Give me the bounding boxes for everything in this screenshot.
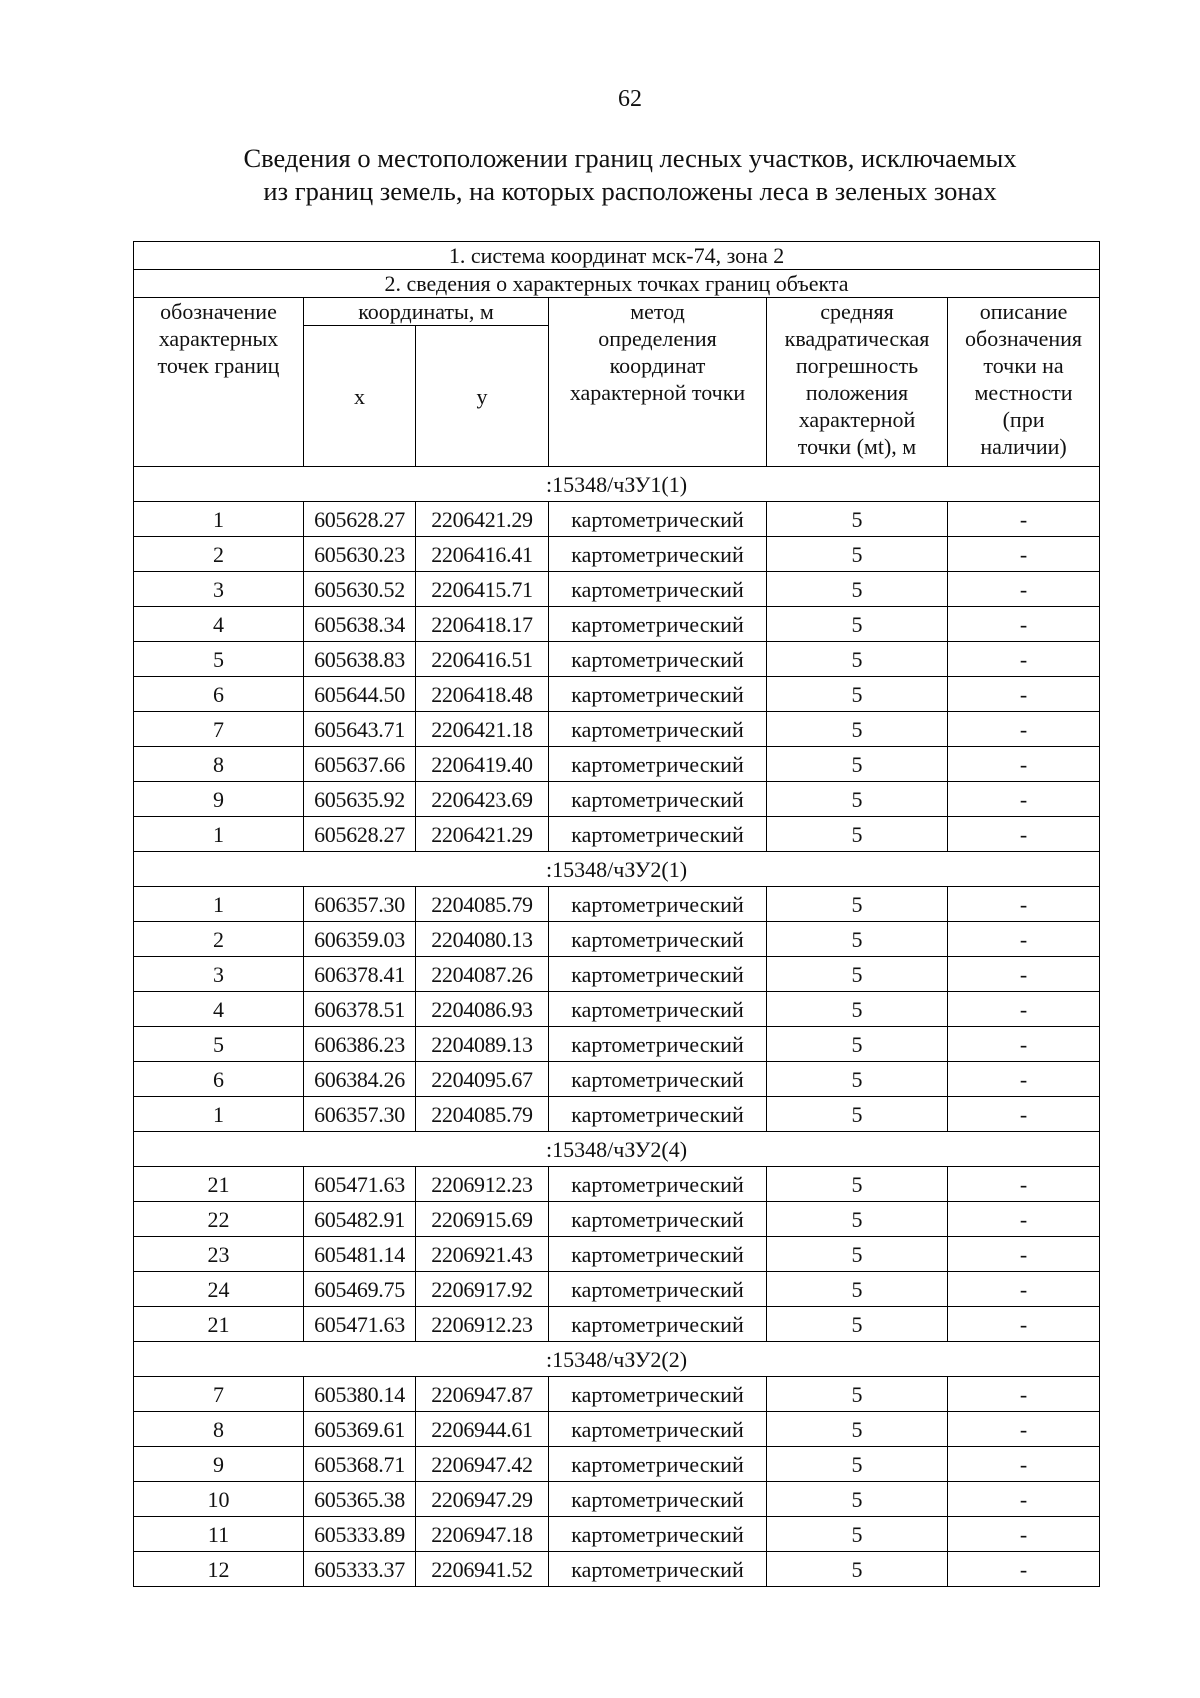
mean-error-cell: 5 — [767, 1412, 948, 1447]
points-info-row: 2. сведения о характерных точках границ объекта — [134, 270, 1100, 298]
coord-y-cell: 2206421.29 — [416, 817, 549, 852]
point-number-cell: 2 — [134, 537, 304, 572]
mean-error-cell: 5 — [767, 1552, 948, 1587]
coord-x-cell: 605333.89 — [304, 1517, 416, 1552]
point-number-cell: 1 — [134, 1097, 304, 1132]
header-description — [948, 298, 1100, 467]
header-description-line: точки на — [983, 353, 1064, 378]
header-method — [549, 298, 767, 467]
table-row — [134, 607, 1100, 642]
mean-error-cell: 5 — [767, 1202, 948, 1237]
description-cell: - — [948, 1167, 1100, 1202]
coord-x-cell: 605628.27 — [304, 502, 416, 537]
point-number-cell: 9 — [134, 782, 304, 817]
point-number-cell: 1 — [134, 817, 304, 852]
coord-x-cell: 605630.23 — [304, 537, 416, 572]
coord-x-cell: 605469.75 — [304, 1272, 416, 1307]
coord-x-cell: 606386.23 — [304, 1027, 416, 1062]
header-error-line: точки (мt), м — [797, 434, 917, 459]
method-cell: картометрический — [549, 1097, 767, 1132]
table-row — [134, 537, 1100, 572]
coord-y-cell: 2206416.51 — [416, 642, 549, 677]
section-row — [134, 852, 1100, 887]
coord-x-cell: 606359.03 — [304, 922, 416, 957]
mean-error-cell: 5 — [767, 1097, 948, 1132]
mean-error-cell: 5 — [767, 1307, 948, 1342]
point-number-cell: 21 — [134, 1307, 304, 1342]
method-cell: картометрический — [549, 1412, 767, 1447]
mean-error-cell: 5 — [767, 747, 948, 782]
method-cell: картометрический — [549, 1202, 767, 1237]
mean-error-cell: 5 — [767, 607, 948, 642]
table-row — [134, 502, 1100, 537]
description-cell: - — [948, 1482, 1100, 1517]
point-number-cell: 4 — [134, 992, 304, 1027]
mean-error-cell: 5 — [767, 1517, 948, 1552]
table-row — [134, 1062, 1100, 1097]
coord-y-cell: 2206912.23 — [416, 1167, 549, 1202]
header-description-line: наличии) — [980, 434, 1067, 459]
mean-error-cell: 5 — [767, 502, 948, 537]
coord-y-cell: 2206921.43 — [416, 1237, 549, 1272]
table-row — [134, 922, 1100, 957]
description-cell: - — [948, 1097, 1100, 1132]
header-method-line: координат — [609, 353, 706, 378]
description-cell: - — [948, 502, 1100, 537]
method-cell: картометрический — [549, 642, 767, 677]
description-cell: - — [948, 922, 1100, 957]
coord-y-cell: 2206421.29 — [416, 502, 549, 537]
section-row — [134, 1132, 1100, 1167]
method-cell: картометрический — [549, 1552, 767, 1587]
description-cell: - — [948, 1027, 1100, 1062]
description-cell: - — [948, 747, 1100, 782]
section-title: :15348/чЗУ2(4) — [134, 1132, 1100, 1167]
mean-error-cell: 5 — [767, 537, 948, 572]
method-cell: картометрический — [549, 677, 767, 712]
method-cell: картометрический — [549, 1447, 767, 1482]
point-number-cell: 12 — [134, 1552, 304, 1587]
method-cell: картометрический — [549, 1272, 767, 1307]
header-method-line: определения — [598, 326, 717, 351]
coord-y-cell: 2204086.93 — [416, 992, 549, 1027]
point-number-cell: 4 — [134, 607, 304, 642]
coord-x-cell: 605638.83 — [304, 642, 416, 677]
description-cell: - — [948, 1377, 1100, 1412]
point-number-cell: 5 — [134, 1027, 304, 1062]
table-row — [134, 1097, 1100, 1132]
table-row — [134, 712, 1100, 747]
description-cell: - — [948, 1272, 1100, 1307]
coord-y-cell: 2206421.18 — [416, 712, 549, 747]
header-designation — [134, 298, 304, 467]
coord-y-cell: 2206947.87 — [416, 1377, 549, 1412]
table-row — [134, 1272, 1100, 1307]
description-cell: - — [948, 1447, 1100, 1482]
coord-x-cell: 605644.50 — [304, 677, 416, 712]
description-cell: - — [948, 607, 1100, 642]
method-cell: картометрический — [549, 607, 767, 642]
description-cell: - — [948, 817, 1100, 852]
method-cell: картометрический — [549, 747, 767, 782]
point-number-cell: 11 — [134, 1517, 304, 1552]
coord-y-cell: 2204085.79 — [416, 887, 549, 922]
coord-y-cell: 2206944.61 — [416, 1412, 549, 1447]
method-cell: картометрический — [549, 887, 767, 922]
description-cell: - — [948, 1202, 1100, 1237]
header-method-line: метод — [630, 299, 685, 324]
coord-system-row: 1. система координат мск-74, зона 2 — [134, 242, 1100, 270]
section-title: :15348/чЗУ2(1) — [134, 852, 1100, 887]
coord-y-cell: 2206423.69 — [416, 782, 549, 817]
coord-y-cell: 2206947.42 — [416, 1447, 549, 1482]
description-cell: - — [948, 957, 1100, 992]
table-row — [134, 1517, 1100, 1552]
coord-x-cell: 605471.63 — [304, 1307, 416, 1342]
method-cell: картометрический — [549, 1517, 767, 1552]
header-description-line: обозначения — [965, 326, 1083, 351]
coord-y-cell: 2206915.69 — [416, 1202, 549, 1237]
method-cell: картометрический — [549, 1482, 767, 1517]
header-error-line: положения — [805, 380, 909, 405]
method-cell: картометрический — [549, 1377, 767, 1412]
description-cell: - — [948, 1552, 1100, 1587]
table-row — [134, 747, 1100, 782]
coord-y-cell: 2206418.48 — [416, 677, 549, 712]
method-cell: картометрический — [549, 502, 767, 537]
point-number-cell: 6 — [134, 677, 304, 712]
table-row — [134, 1027, 1100, 1062]
method-cell: картометрический — [549, 992, 767, 1027]
table-row — [134, 957, 1100, 992]
coord-x-cell: 606357.30 — [304, 887, 416, 922]
description-cell: - — [948, 537, 1100, 572]
mean-error-cell: 5 — [767, 782, 948, 817]
header-error-line: средняя — [820, 299, 894, 324]
coord-x-cell: 606378.51 — [304, 992, 416, 1027]
method-cell: картометрический — [549, 782, 767, 817]
header-designation-line: обозначение — [160, 299, 277, 324]
description-cell: - — [948, 887, 1100, 922]
mean-error-cell: 5 — [767, 992, 948, 1027]
document-title — [140, 142, 1120, 208]
coord-x-cell: 606357.30 — [304, 1097, 416, 1132]
method-cell: картометрический — [549, 1027, 767, 1062]
point-number-cell: 10 — [134, 1482, 304, 1517]
table-row — [134, 1377, 1100, 1412]
mean-error-cell: 5 — [767, 1482, 948, 1517]
mean-error-cell: 5 — [767, 817, 948, 852]
coord-y-cell: 2206418.17 — [416, 607, 549, 642]
point-number-cell: 22 — [134, 1202, 304, 1237]
table-row — [134, 1237, 1100, 1272]
point-number-cell: 8 — [134, 747, 304, 782]
header-designation-line: характерных — [158, 326, 279, 351]
description-cell: - — [948, 1062, 1100, 1097]
mean-error-cell: 5 — [767, 957, 948, 992]
method-cell: картометрический — [549, 922, 767, 957]
coord-x-cell: 606384.26 — [304, 1062, 416, 1097]
mean-error-cell: 5 — [767, 922, 948, 957]
title-line-1: Сведения о местоположении границ лесных участков, исключаемых — [243, 143, 1017, 173]
mean-error-cell: 5 — [767, 1237, 948, 1272]
description-cell: - — [948, 677, 1100, 712]
mean-error-cell: 5 — [767, 1447, 948, 1482]
method-cell: картометрический — [549, 1167, 767, 1202]
coord-x-cell: 605365.38 — [304, 1482, 416, 1517]
mean-error-cell: 5 — [767, 887, 948, 922]
point-number-cell: 3 — [134, 572, 304, 607]
table-row — [134, 1552, 1100, 1587]
coord-x-cell: 605643.71 — [304, 712, 416, 747]
table-row — [134, 1412, 1100, 1447]
table-row — [134, 887, 1100, 922]
section-row — [134, 467, 1100, 502]
coord-x-cell: 605482.91 — [304, 1202, 416, 1237]
table-row — [134, 992, 1100, 1027]
header-description-line: (при — [1002, 407, 1045, 432]
coord-x-cell: 605333.37 — [304, 1552, 416, 1587]
table-row — [134, 1167, 1100, 1202]
point-number-cell: 3 — [134, 957, 304, 992]
description-cell: - — [948, 642, 1100, 677]
point-number-cell: 7 — [134, 712, 304, 747]
table-row — [134, 642, 1100, 677]
method-cell: картометрический — [549, 572, 767, 607]
coord-y-cell: 2206947.29 — [416, 1482, 549, 1517]
table-row — [134, 1307, 1100, 1342]
boundary-points-table — [133, 241, 1100, 1587]
coord-x-cell: 605368.71 — [304, 1447, 416, 1482]
header-description-line: описание — [979, 299, 1068, 324]
description-cell: - — [948, 1412, 1100, 1447]
coord-y-cell: 2204085.79 — [416, 1097, 549, 1132]
coord-x-cell: 606378.41 — [304, 957, 416, 992]
section-title: :15348/чЗУ1(1) — [134, 467, 1100, 502]
title-line-2: из границ земель, на которых расположены леса в зеленых зонах — [263, 176, 997, 206]
header-description-line: местности — [974, 380, 1073, 405]
table-row — [134, 677, 1100, 712]
page-number: 62 — [618, 86, 642, 112]
header-coordinates: координаты, м — [304, 298, 549, 326]
coord-x-cell: 605635.92 — [304, 782, 416, 817]
description-cell: - — [948, 572, 1100, 607]
coord-y-cell: 2204089.13 — [416, 1027, 549, 1062]
mean-error-cell: 5 — [767, 1377, 948, 1412]
point-number-cell: 24 — [134, 1272, 304, 1307]
coord-y-cell: 2204095.67 — [416, 1062, 549, 1097]
coord-y-cell: 2206917.92 — [416, 1272, 549, 1307]
description-cell: - — [948, 782, 1100, 817]
point-number-cell: 5 — [134, 642, 304, 677]
description-cell: - — [948, 1517, 1100, 1552]
point-number-cell: 8 — [134, 1412, 304, 1447]
coord-y-cell: 2204080.13 — [416, 922, 549, 957]
table-row — [134, 817, 1100, 852]
coord-x-cell: 605628.27 — [304, 817, 416, 852]
point-number-cell: 1 — [134, 887, 304, 922]
header-error-line: погрешность — [795, 353, 919, 378]
header-error — [767, 298, 948, 467]
description-cell: - — [948, 1237, 1100, 1272]
point-number-cell: 6 — [134, 1062, 304, 1097]
mean-error-cell: 5 — [767, 677, 948, 712]
coord-x-cell: 605637.66 — [304, 747, 416, 782]
coord-y-cell: 2204087.26 — [416, 957, 549, 992]
coord-y-cell: 2206912.23 — [416, 1307, 549, 1342]
coord-x-cell: 605369.61 — [304, 1412, 416, 1447]
description-cell: - — [948, 1307, 1100, 1342]
point-number-cell: 2 — [134, 922, 304, 957]
coord-x-cell: 605638.34 — [304, 607, 416, 642]
mean-error-cell: 5 — [767, 1272, 948, 1307]
description-cell: - — [948, 992, 1100, 1027]
table-row — [134, 1202, 1100, 1237]
point-number-cell: 21 — [134, 1167, 304, 1202]
mean-error-cell: 5 — [767, 1027, 948, 1062]
table-row — [134, 1482, 1100, 1517]
method-cell: картометрический — [549, 1062, 767, 1097]
table-row — [134, 572, 1100, 607]
point-number-cell: 1 — [134, 502, 304, 537]
point-number-cell: 23 — [134, 1237, 304, 1272]
header-x: x — [304, 326, 416, 467]
method-cell: картометрический — [549, 1237, 767, 1272]
header-y: y — [416, 326, 549, 467]
coord-y-cell: 2206415.71 — [416, 572, 549, 607]
header-method-line: характерной точки — [569, 380, 746, 405]
point-number-cell: 9 — [134, 1447, 304, 1482]
method-cell: картометрический — [549, 1307, 767, 1342]
coord-x-cell: 605481.14 — [304, 1237, 416, 1272]
coord-x-cell: 605630.52 — [304, 572, 416, 607]
mean-error-cell: 5 — [767, 1062, 948, 1097]
section-title: :15348/чЗУ2(2) — [134, 1342, 1100, 1377]
coord-y-cell: 2206419.40 — [416, 747, 549, 782]
coord-x-cell: 605380.14 — [304, 1377, 416, 1412]
method-cell: картометрический — [549, 537, 767, 572]
description-cell: - — [948, 712, 1100, 747]
point-number-cell: 7 — [134, 1377, 304, 1412]
method-cell: картометрический — [549, 817, 767, 852]
method-cell: картометрический — [549, 712, 767, 747]
mean-error-cell: 5 — [767, 642, 948, 677]
coord-y-cell: 2206416.41 — [416, 537, 549, 572]
coord-y-cell: 2206947.18 — [416, 1517, 549, 1552]
table-row — [134, 782, 1100, 817]
mean-error-cell: 5 — [767, 1167, 948, 1202]
header-error-line: характерной — [798, 407, 916, 432]
coord-x-cell: 605471.63 — [304, 1167, 416, 1202]
header-error-line: квадратическая — [784, 326, 930, 351]
mean-error-cell: 5 — [767, 572, 948, 607]
section-row — [134, 1342, 1100, 1377]
mean-error-cell: 5 — [767, 712, 948, 747]
method-cell: картометрический — [549, 957, 767, 992]
coord-y-cell: 2206941.52 — [416, 1552, 549, 1587]
table-row — [134, 1447, 1100, 1482]
header-designation-line: точек границ — [157, 353, 280, 378]
